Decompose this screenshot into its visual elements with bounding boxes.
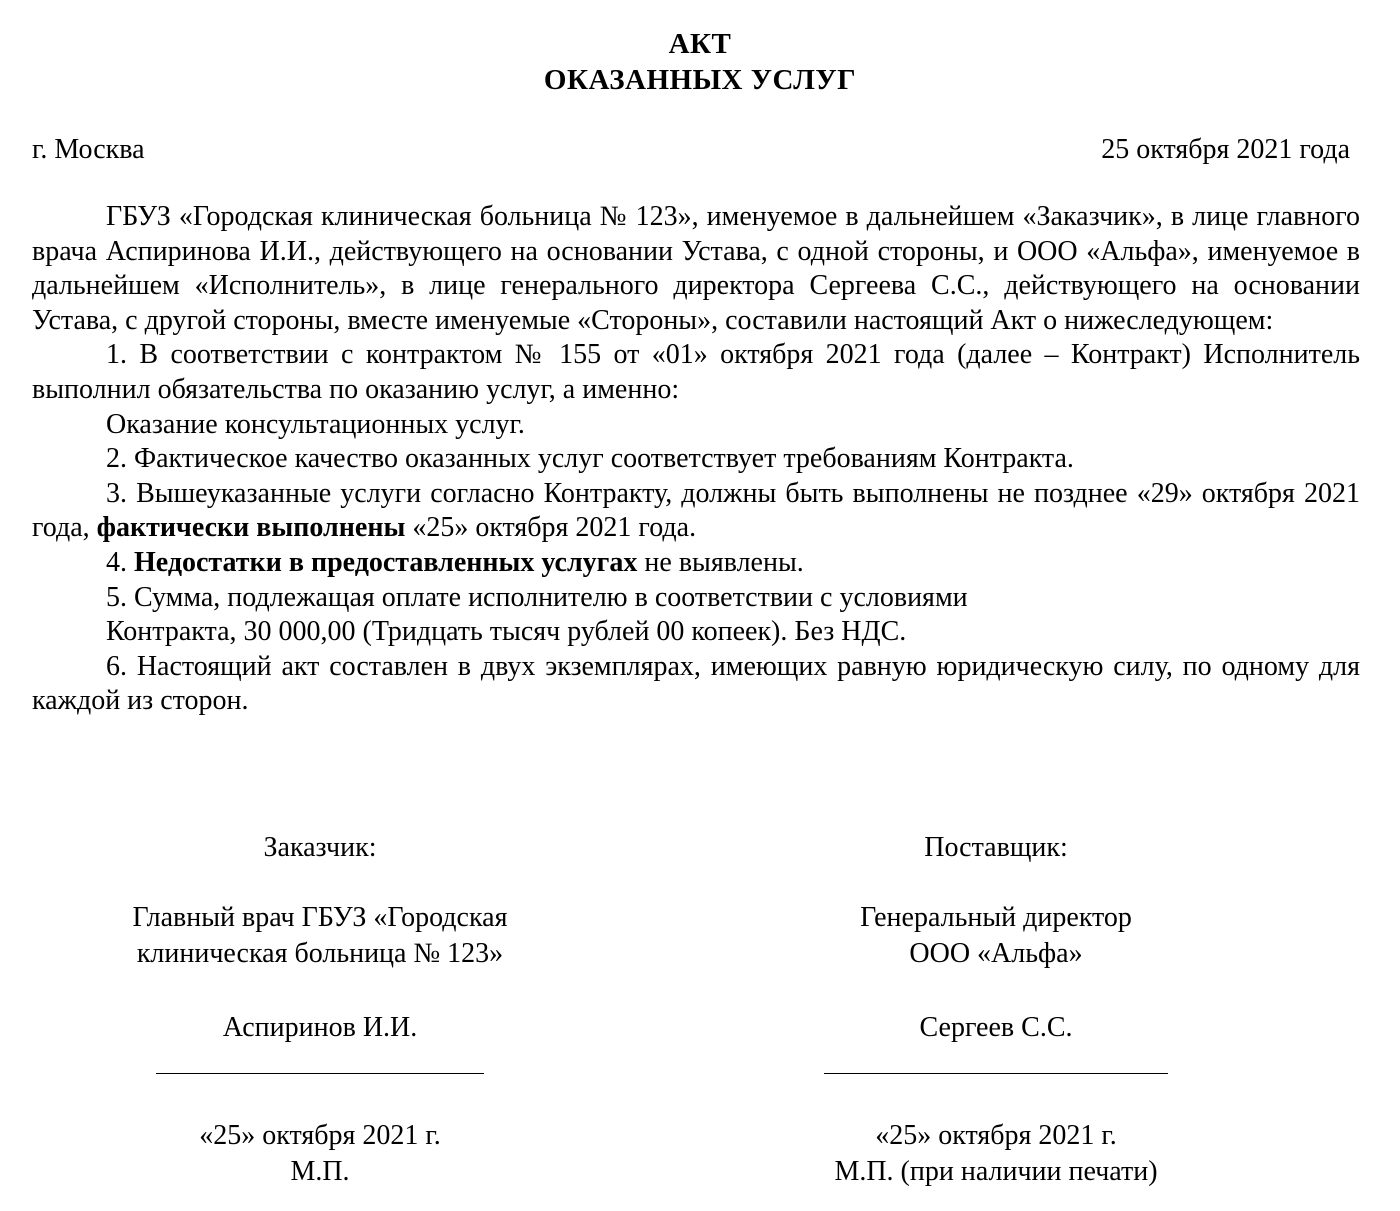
customer-stamp: М.П.: [290, 1156, 350, 1187]
clause-4-bold: Недостатки в предоставленных услугах: [134, 546, 638, 578]
supplier-stamp: М.П. (при наличии печати): [834, 1156, 1158, 1187]
clause-3: [32, 477, 1360, 546]
customer-signature-line: [156, 1048, 484, 1074]
customer-signature-underline: [156, 1048, 484, 1074]
customer-sign-date: «25» октября 2021 г.: [199, 1120, 441, 1151]
place-date-row: [32, 132, 1350, 168]
supplier-sign-date: «25» октября 2021 г.: [875, 1120, 1117, 1151]
title-line-1: АКТ: [668, 28, 732, 60]
title-line-2: ОКАЗАННЫХ УСЛУГ: [543, 64, 857, 96]
document-title: [0, 26, 1400, 98]
clause-1-service: Оказание консультационных услуг.: [106, 408, 525, 440]
supplier-position-line-1: Генеральный директор: [860, 902, 1132, 933]
document-body: [32, 200, 1360, 719]
clause-5-line-2: Контракта, 30 000,00 (Тридцать тысяч рублей 00 копеек). Без НДС.: [106, 616, 907, 648]
supplier-position-line-2: ООО «Альфа»: [909, 938, 1083, 969]
customer-position: [110, 900, 530, 972]
clause-4: [32, 546, 1360, 581]
supplier-position: [796, 900, 1196, 972]
clause-1: 1. В соответствии с контрактом № 155 от «01» октября 2021 года (далее – Контракт) Исполнитель выполнил обязательства по оказанию услуг, а именно:: [32, 339, 1360, 405]
clause-4-number: 4.: [106, 546, 134, 578]
supplier-signature-underline: [824, 1048, 1168, 1074]
customer-position-line-1: Главный врач ГБУЗ «Городская: [132, 902, 508, 933]
clause-4-text-end: не выявлены.: [637, 546, 804, 578]
intro-paragraph: ГБУЗ «Городская клиническая больница № 123», именуемое в дальнейшем «Заказчик», в лице главного врача Аспиринова И.И., действующего на основании Устава, с одной стороны, и ООО «Альфа», именуемое в дальнейшем «Исполнитель», в лице генерального директора Сергеева С.С., действующего на основании Устава, с другой стороны, вместе именуемые «Стороны», составили настоящий Акт о нижеследующем:: [32, 201, 1360, 336]
customer-position-line-2: клиническая больница № 123»: [136, 938, 504, 969]
clause-6: 6. Настоящий акт составлен в двух экземплярах, имеющих равную юридическую силу, по одному для каждой из сторон.: [32, 650, 1360, 717]
clause-3-text-end: «25» октября 2021 года.: [405, 512, 697, 544]
supplier-name: Сергеев С.С.: [919, 1012, 1073, 1043]
customer-name: Аспиринов И.И.: [222, 1012, 418, 1043]
clause-5-line-1: 5. Сумма, подлежащая оплате исполнителю в соответствии с условиями: [106, 581, 968, 613]
clause-2: 2. Фактическое качество оказанных услуг соответствует требованиям Контракта.: [106, 443, 1074, 475]
clause-3-text-start: 3. Вышеуказанные услуги согласно Контракту, должны быть выполнены не позднее «29» октября 2021 года,: [32, 477, 1360, 544]
customer-role: Заказчик:: [263, 832, 377, 863]
supplier-role: Поставщик:: [924, 832, 1068, 863]
clause-3-bold: фактически выполнены: [96, 512, 406, 544]
supplier-signature-line: [824, 1048, 1168, 1074]
document-date: 25 октября 2021 года: [1101, 134, 1350, 165]
city: г. Москва: [32, 134, 145, 165]
